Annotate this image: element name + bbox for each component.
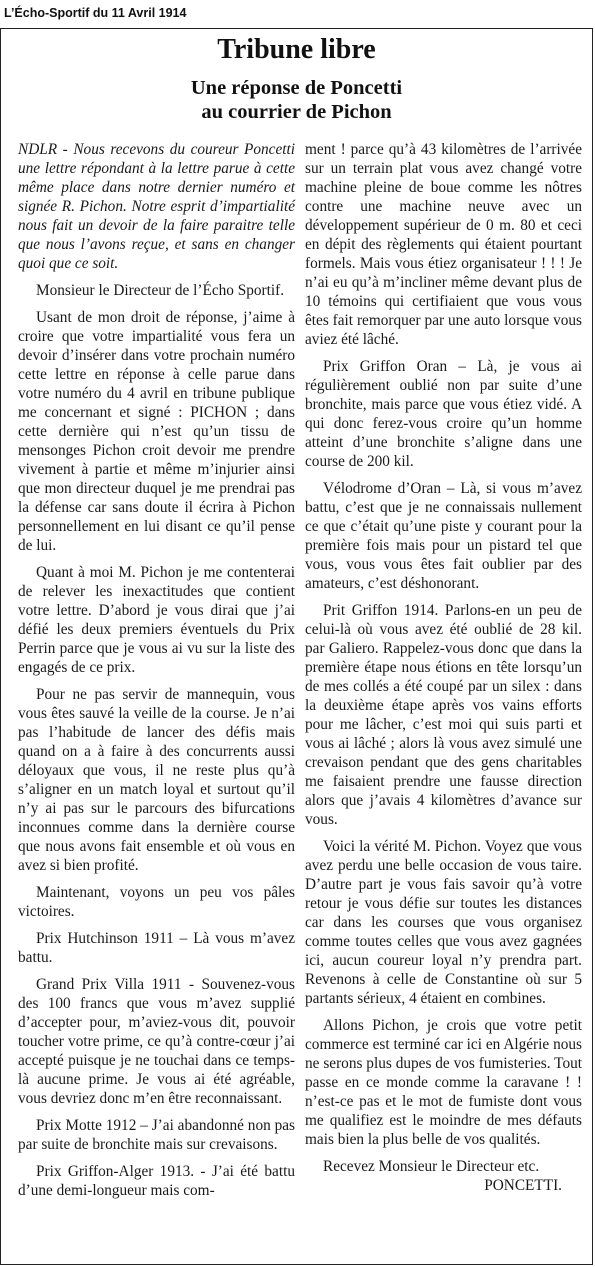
paragraph-grand-prix-villa: Grand Prix Villa 1911 - Souvenez-vous des 100 francs que vous m’avez supplié d’accepter pour, m’aviez-vous dit, pouvoir toucher votre prime, ce qu’à contre-cœur j’ai accepté puisque je ne touchai dans ce temps-là aucune prime. Je vous ai été agréable, vous devriez donc m’en être reconnaissant.: [18, 976, 295, 1107]
paragraph-victoires: Maintenant, voyons un peu vos pâles victoires.: [18, 884, 295, 920]
article-column-left: [18, 140, 295, 1208]
letter-salutation: Monsieur le Directeur de l’Écho Sportif.: [36, 282, 285, 299]
newspaper-source-line: L’Écho-Sportif du 11 Avril 1914: [4, 6, 187, 20]
letter-closing: Recevez Monsieur le Directeur etc.: [323, 1158, 540, 1175]
paragraph-prix-griffon-alger-continued: ment ! parce qu’à 43 kilomètres de l’arrivée sur un terrain plat vous avez changé votre machine pleine de boue comme les nôtres contre une machine neuve avec un développement supérieur de 0 m. 80 et ceci en dépit des règlements qui étaient pourtant formels. Mais vous étiez organisateur ! ! ! Je n’ai eu qu’à m’incliner même devant plus de 10 témoins qui certifiaient que vous vous êtes fait remorquer par une auto lorsque vous aviez été lâché.: [305, 141, 582, 348]
editor-note: NDLR - Nous recevons du coureur Poncetti une lettre répondant à la lettre parue à cette même place dans notre dernier numéro et signée R. Pichon. Notre esprit d’impartialité nous fait un devoir de la faire paraitre telle que nous l’avons reçue, et sans en changer quoi que ce soit.: [18, 141, 295, 272]
article-title: Tribune libre: [217, 34, 376, 65]
paragraph-verite: Voici la vérité M. Pichon. Voyez que vous avez perdu une belle occasion de vous taire. D’autre part je vous fais savoir qu’à votre retour je vous défie sur toutes les distances car dans les courses que vous organisez comme toutes celles que vous avez gagnées ici, aucun coureur loyal n’y prendra part. Revenons à celle de Constantine où sur 5 partants sérieux, 4 étaient en combines.: [305, 838, 582, 1007]
paragraph-prix-motte: Prix Motte 1912 – J’ai abandonné non pas par suite de bronchite mais sur crevaisons.: [18, 1117, 295, 1153]
paragraph-mannequin: Pour ne pas servir de mannequin, vous vous êtes sauvé la veille de la course. Je n’ai pas l’habitude de lancer des défis mais quand on a à faire à des concurrents aussi déloyaux que vous, il ne reste plus qu’à s’aligner en un match loyal et surtout qu’il n’y ai pas sur le parcours des bifurcations inconnues comme dans la dernière course que nous avons fait ensemble et où vous en avez si bien profité.: [18, 686, 295, 874]
article-subtitle: [0, 76, 593, 124]
paragraph-allons-pichon: Allons Pichon, je crois que votre petit commerce est terminé car ici en Algérie nous ne serons plus dupes de vos fumisteries. Tout passe en ce monde comme la caravane ! ! n’est-ce pas et le mot de fumiste dont vous me qualifiez est le moindre de mes défauts mais bien la plus belle de vos qualités.: [305, 1017, 582, 1148]
article-column-right: [305, 140, 582, 1203]
paragraph-droit-de-reponse: Usant de mon droit de réponse, j’aime à croire que votre impartialité vous fera un devoir d’insérer dans votre prochain numéro cette lettre en réponse à celle parue dans votre numéro du 4 avril en tribune publique me concernant et signé : PICHON ; dans cette dernière qui n’est qu’un tissu de mensonges Pichon croit devoir me prendre vivement à partie et même m’injurier ainsi que mon directeur duquel je me prendrai pas la défense car sans doute il écrira à Pichon personnellement en lui disant ce qu’il pense de lui.: [18, 309, 295, 554]
paragraph-prix-griffon-oran: Prix Griffon Oran – Là, je vous ai régulièrement oublié non par suite d’une bronchite, mais parce que vous étiez vidé. A qui donc ferez-vous croire qu’un homme atteint d’une bronchite s’aligne dans une course de 200 kil.: [305, 358, 582, 470]
letter-signature: PONCETTI.: [484, 1177, 562, 1194]
paragraph-inexactitudes: Quant à moi M. Pichon je me contenterai de relever les inexactitudes que contient votre lettre. D’abord je vous dirai que j’ai défié les deux premiers éventuels du Prix Perrin parce que je vous ai vu sur la liste des engagés de ce prix.: [18, 564, 295, 676]
paragraph-prix-hutchinson: Prix Hutchinson 1911 – Là vous m’avez battu.: [18, 930, 295, 966]
subtitle-line-1: Une réponse de Poncetti: [190, 77, 403, 99]
paragraph-prix-griffon-alger: Prix Griffon-Alger 1913. - J’ai été battu d’une demi-longueur mais com-: [18, 1163, 295, 1199]
paragraph-prix-griffon-1914: Prit Griffon 1914. Parlons-en un peu de celui-là où vous avez été oublié de 28 kil. par Galiero. Rappelez-vous donc que dans la première étape nous étions en tête lorsqu’un de mes collés a été coupé par un silex : dans la deuxième étape après vos vains efforts pour me lâcher, c’est moi qui suis parti et vous ai lâché ; alors là vous avez simulé une crevaison pendant que des gens charitables me faisaient prendre une fausse direction alors que j’avais 4 kilomètres d’avance sur vous.: [305, 602, 582, 828]
subtitle-line-2: au courrier de Pichon: [201, 101, 392, 123]
paragraph-velodrome-oran: Vélodrome d’Oran – Là, si vous m’avez battu, c’est que je ne connaissais nullement ce que c’était qu’une piste y courant pour la première fois mais pour un pistard tel que vous, vous vous êtes fait oublier par des amateurs, c’est déshonorant.: [305, 480, 582, 592]
